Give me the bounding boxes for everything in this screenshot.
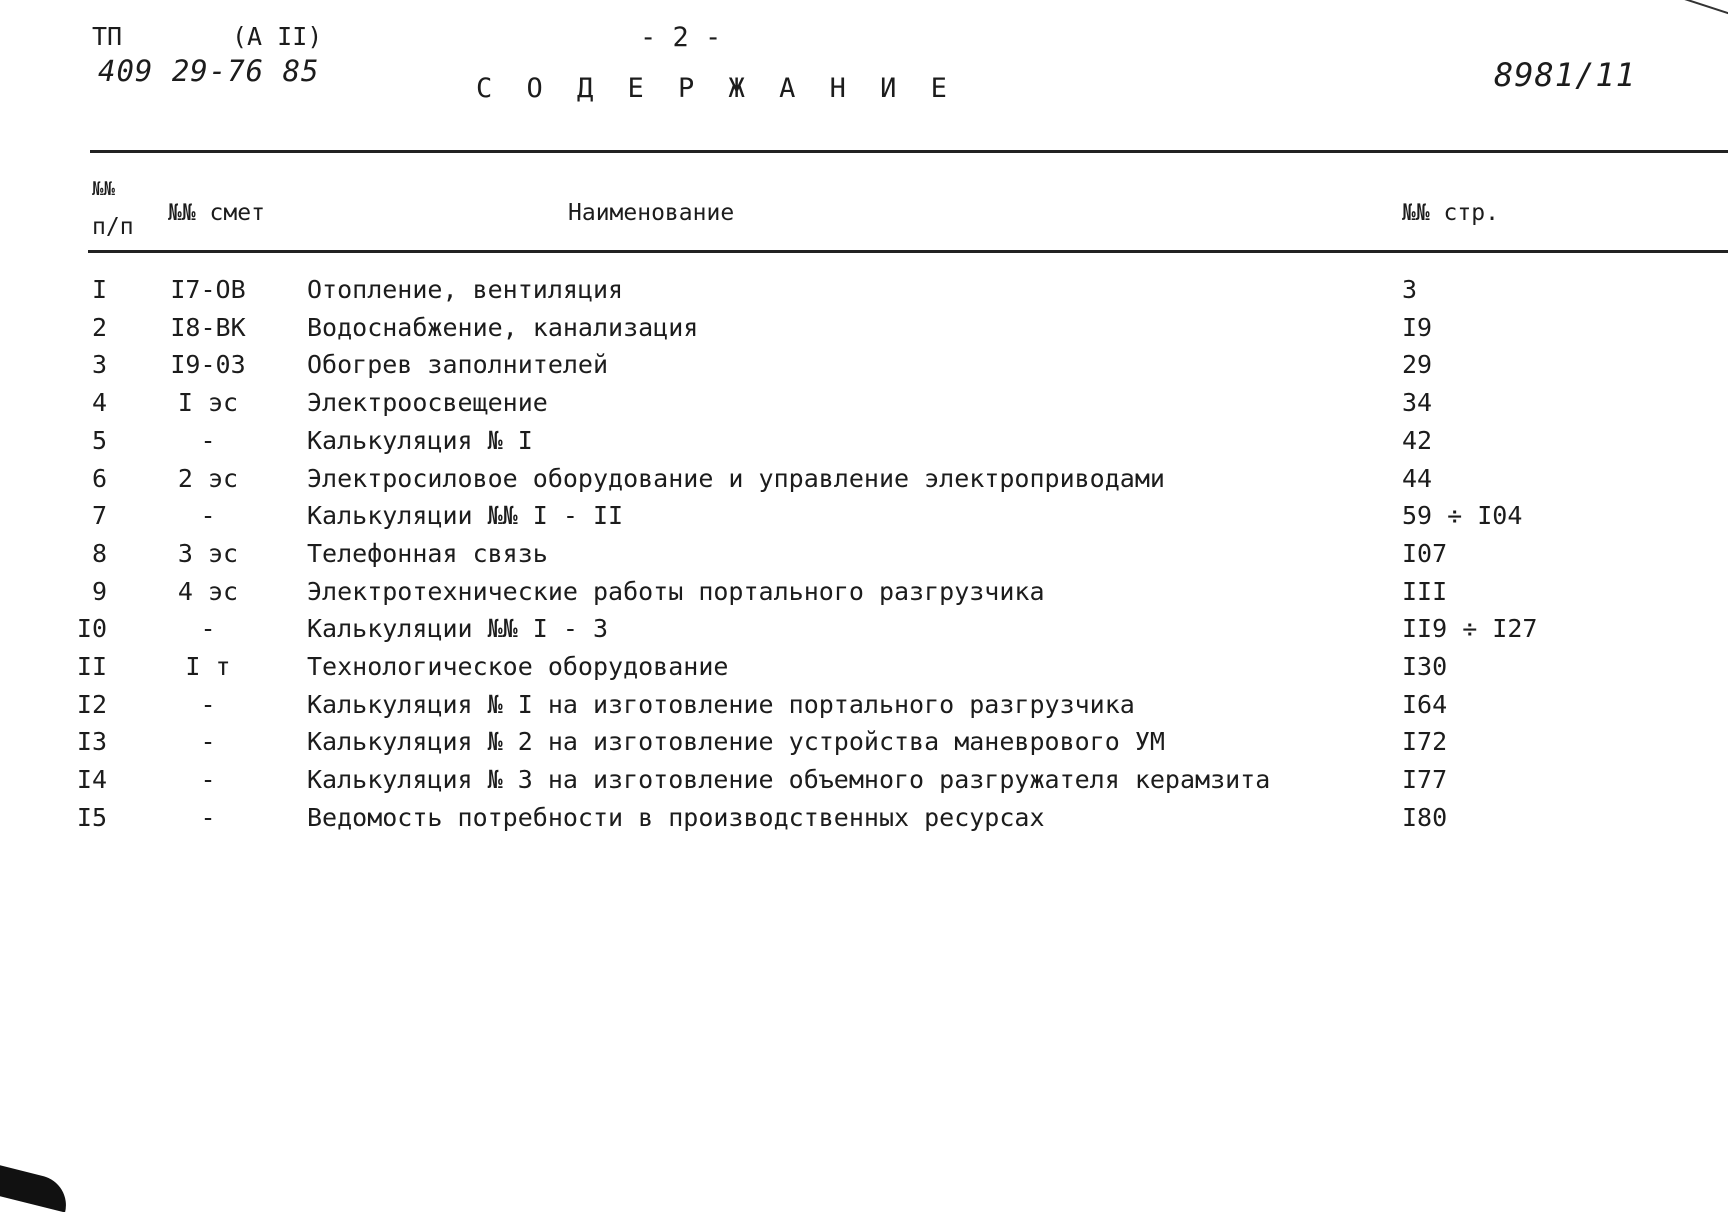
scan-corner-mark xyxy=(0,1162,72,1212)
col-header-num-line2: п/п xyxy=(92,214,134,240)
row-number: I5 xyxy=(76,803,107,832)
row-name: Технологическое оборудование xyxy=(307,652,729,681)
row-number: I0 xyxy=(76,614,107,643)
row-name: Отопление, вентиляция xyxy=(307,275,624,304)
row-name: Водоснабжение, канализация xyxy=(307,313,699,342)
row-page: 34 xyxy=(1402,388,1433,417)
row-number: II xyxy=(76,652,107,681)
row-page: 29 xyxy=(1402,350,1433,379)
row-page: 42 xyxy=(1402,426,1433,455)
row-name: Обогрев заполнителей xyxy=(307,350,609,379)
scan-edge-mark xyxy=(1669,0,1728,17)
row-number: I4 xyxy=(76,765,107,794)
row-estimate: - xyxy=(200,727,216,756)
document-code-series: (А II) xyxy=(232,22,323,51)
col-header-num-line1: №№ xyxy=(92,178,115,200)
row-name: Калькуляция № 3 на изготовление объемного разгружателя керамзита xyxy=(307,765,1271,794)
row-name: Калькуляция № I на изготовление портального разгрузчика xyxy=(307,690,1135,719)
col-header-page: №№ стр. xyxy=(1402,200,1499,226)
row-page: I30 xyxy=(1402,652,1448,681)
row-page: III xyxy=(1402,577,1448,606)
row-page: II9 ÷ I27 xyxy=(1402,614,1538,643)
col-header-name: Наименование xyxy=(568,200,735,226)
row-name: Электротехнические работы портального разгрузчика xyxy=(307,577,1045,606)
row-number: 9 xyxy=(91,577,107,606)
row-number: 7 xyxy=(91,501,107,530)
row-number: I2 xyxy=(76,690,107,719)
document-code-prefix: ТП xyxy=(92,22,123,51)
row-estimate: 3 эс xyxy=(177,539,239,568)
row-estimate: - xyxy=(200,803,216,832)
row-page: 3 xyxy=(1402,275,1418,304)
row-page: I72 xyxy=(1402,727,1448,756)
row-estimate: I8-ВК xyxy=(170,313,246,342)
row-name: Калькуляции №№ I - 3 xyxy=(307,614,609,643)
row-estimate: 4 эс xyxy=(177,577,239,606)
row-estimate: - xyxy=(200,765,216,794)
row-estimate: I т xyxy=(185,652,231,681)
header-rule xyxy=(88,250,1728,253)
row-number: 4 xyxy=(91,388,107,417)
row-estimate: - xyxy=(200,690,216,719)
row-estimate: I9-03 xyxy=(170,350,246,379)
row-page: 59 ÷ I04 xyxy=(1402,501,1523,530)
row-page: 44 xyxy=(1402,464,1433,493)
inventory-number: 8981/11 xyxy=(1494,56,1636,94)
row-page: I80 xyxy=(1402,803,1448,832)
row-name: Электросиловое оборудование и управление электроприводами xyxy=(307,464,1165,493)
row-name: Телефонная связь xyxy=(307,539,548,568)
row-page: I07 xyxy=(1402,539,1448,568)
row-estimate: - xyxy=(200,614,216,643)
row-number: 6 xyxy=(91,464,107,493)
row-estimate: 2 эс xyxy=(177,464,239,493)
row-number: 2 xyxy=(91,313,107,342)
row-number: 5 xyxy=(91,426,107,455)
row-name: Электроосвещение xyxy=(307,388,548,417)
row-page: I64 xyxy=(1402,690,1448,719)
row-estimate: I эс xyxy=(177,388,239,417)
row-page: I9 xyxy=(1402,313,1433,342)
row-estimate: - xyxy=(200,501,216,530)
page-title: С О Д Е Р Ж А Н И Е xyxy=(476,73,956,104)
row-page: I77 xyxy=(1402,765,1448,794)
document-code-number: 409 29-76 85 xyxy=(98,54,320,88)
page-number: - 2 - xyxy=(640,22,722,53)
top-rule xyxy=(90,150,1728,153)
col-header-estimate: №№ смет xyxy=(168,200,265,226)
row-estimate: - xyxy=(200,426,216,455)
row-estimate: I7-ОВ xyxy=(170,275,246,304)
row-name: Калькуляция № 2 на изготовление устройства маневрового УМ xyxy=(307,727,1165,756)
row-name: Калькуляции №№ I - II xyxy=(307,501,624,530)
row-name: Калькуляция № I xyxy=(307,426,533,455)
row-number: 3 xyxy=(91,350,107,379)
row-name: Ведомость потребности в производственных ресурсах xyxy=(307,803,1045,832)
row-number: I3 xyxy=(76,727,107,756)
row-number: I xyxy=(91,275,107,304)
row-number: 8 xyxy=(91,539,107,568)
